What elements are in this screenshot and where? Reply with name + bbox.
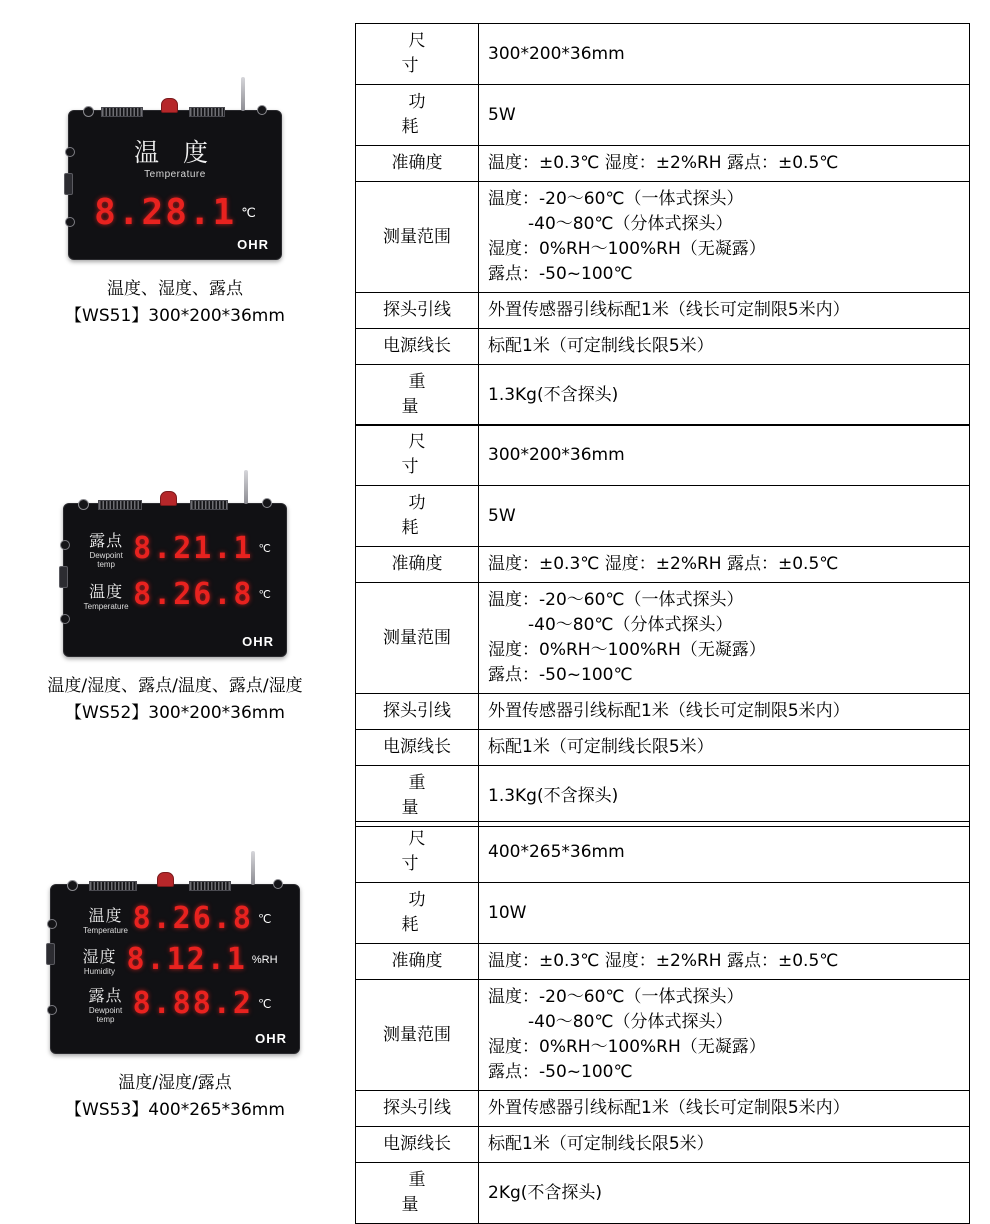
table-row xyxy=(356,182,970,293)
table-row xyxy=(356,425,970,486)
side-screw-icon xyxy=(60,614,70,624)
spec-value: 5W xyxy=(479,85,970,146)
caption-ws52 xyxy=(0,673,350,727)
table-row xyxy=(356,583,970,694)
side-connector-icon xyxy=(59,566,68,588)
side-connector-icon xyxy=(64,173,73,195)
spec-key: 准确度 xyxy=(356,944,479,980)
brand-logo: OHR xyxy=(255,1031,287,1046)
spec-value: 外置传感器引线标配1米（线长可定制限5米内） xyxy=(479,1091,970,1127)
readout-label-cn: 温度 xyxy=(89,581,124,601)
readout-row xyxy=(69,192,281,233)
spec-key: 探头引线 xyxy=(356,293,479,329)
caption-line-2: 【WS52】300*200*36mm xyxy=(65,703,285,723)
range-line: -40～80℃（分体式探头） xyxy=(528,214,733,234)
spec-value: 标配1米（可定制线长限5米） xyxy=(479,730,970,766)
spec-key: 探头引线 xyxy=(356,1091,479,1127)
table-row xyxy=(356,85,970,146)
range-line: 露点：-50~100℃ xyxy=(488,1062,633,1082)
table-row xyxy=(356,365,970,426)
spec-key: 尺 寸 xyxy=(356,822,479,883)
spec-key: 测量范围 xyxy=(356,182,479,293)
spec-key: 电源线长 xyxy=(356,329,479,365)
side-screw-icon xyxy=(65,217,75,227)
spec-key: 功 耗 xyxy=(356,85,479,146)
spec-key: 尺 寸 xyxy=(356,425,479,486)
readout-label-cn: 露点 xyxy=(88,986,123,1005)
table-row xyxy=(356,1091,970,1127)
spec-value: 5W xyxy=(479,486,970,547)
device-ws52 xyxy=(63,503,287,657)
caption-ws51 xyxy=(0,276,350,330)
side-screw-icon xyxy=(47,919,57,929)
spec-key: 尺 寸 xyxy=(356,24,479,85)
table-row xyxy=(356,944,970,980)
spec-key: 重 量 xyxy=(356,766,479,827)
readout-row xyxy=(51,901,299,936)
readout-label xyxy=(79,579,133,611)
probe-antenna-icon xyxy=(244,470,248,504)
caption-line-1: 温度/湿度、露点/温度、露点/湿度 xyxy=(47,676,303,696)
spec-value: 外置传感器引线标配1米（线长可定制限5米内） xyxy=(479,293,970,329)
table-row xyxy=(356,766,970,827)
readout-unit: ℃ xyxy=(258,543,271,555)
readout-value: 8.28.1 xyxy=(94,192,237,233)
vent-grille-icon xyxy=(98,500,142,510)
vent-grille-icon xyxy=(89,881,137,891)
table-row xyxy=(356,486,970,547)
readout-label xyxy=(79,528,133,569)
spec-key: 准确度 xyxy=(356,547,479,583)
readout-label-en: Dewpoint temp xyxy=(88,1006,123,1024)
device-title-cn: 温 度 xyxy=(134,138,216,167)
spec-key: 准确度 xyxy=(356,146,479,182)
mount-hole-icon xyxy=(273,879,283,889)
table-row xyxy=(356,1127,970,1163)
side-screw-icon xyxy=(60,540,70,550)
table-row xyxy=(356,547,970,583)
spec-table-ws53 xyxy=(355,821,970,1224)
device-ws51 xyxy=(68,110,282,260)
table-row xyxy=(356,694,970,730)
alarm-buzzer-icon xyxy=(160,491,177,506)
readout-unit: ℃ xyxy=(257,911,272,926)
readout-row xyxy=(51,942,299,977)
range-line: -40～80℃（分体式探头） xyxy=(528,1012,733,1032)
brand-logo: OHR xyxy=(237,237,269,252)
mount-hole-icon xyxy=(257,105,267,115)
spec-key: 电源线长 xyxy=(356,730,479,766)
probe-antenna-icon xyxy=(251,851,255,885)
table-row xyxy=(356,730,970,766)
readout-value: 8.26.8 xyxy=(132,901,253,936)
spec-key: 测量范围 xyxy=(356,583,479,694)
spec-key: 功 耗 xyxy=(356,883,479,944)
product-image-column-ws52 xyxy=(0,395,350,727)
spec-value: 1.3Kg(不含探头) xyxy=(479,766,970,827)
spec-key: 重 量 xyxy=(356,1163,479,1224)
spec-value: 标配1米（可定制线长限5米） xyxy=(479,1127,970,1163)
spec-value: 外置传感器引线标配1米（线长可定制限5米内） xyxy=(479,694,970,730)
table-row xyxy=(356,1163,970,1224)
spec-value: 温度：±0.3℃ 湿度：±2%RH 露点：±0.5℃ xyxy=(479,547,970,583)
range-line: 湿度：0%RH～100%RH（无凝露） xyxy=(488,239,766,259)
spec-value-range xyxy=(479,182,970,293)
mount-hole-icon xyxy=(78,499,89,510)
spec-value: 1.3Kg(不含探头) xyxy=(479,365,970,426)
spec-table-ws52 xyxy=(355,424,970,827)
spec-value-range xyxy=(479,980,970,1091)
readout-unit: ℃ xyxy=(241,204,256,220)
spec-value: 标配1米（可定制线长限5米） xyxy=(479,329,970,365)
mount-hole-icon xyxy=(262,498,272,508)
side-screw-icon xyxy=(47,1005,57,1015)
spec-key: 测量范围 xyxy=(356,980,479,1091)
readout-value: 8.88.2 xyxy=(132,986,253,1021)
readout-label-cn: 露点 xyxy=(89,531,124,550)
vent-grille-icon xyxy=(189,881,231,891)
spec-key: 功 耗 xyxy=(356,486,479,547)
range-line: 温度：-20～60℃（一体式探头） xyxy=(488,590,744,610)
probe-antenna-icon xyxy=(241,77,245,111)
readout-unit: ℃ xyxy=(258,589,271,601)
caption-line-2: 【WS51】300*200*36mm xyxy=(65,306,285,326)
table-row xyxy=(356,329,970,365)
readout-label-en: Temperature xyxy=(83,601,129,611)
vent-grille-icon xyxy=(189,107,225,117)
table-row xyxy=(356,293,970,329)
side-connector-icon xyxy=(46,943,55,965)
spec-value-range xyxy=(479,583,970,694)
table-row xyxy=(356,24,970,85)
table-row xyxy=(356,146,970,182)
table-row xyxy=(356,822,970,883)
device-ws53 xyxy=(50,884,300,1054)
spec-key: 电源线长 xyxy=(356,1127,479,1163)
readout-label-en: Temperature xyxy=(83,925,129,935)
table-row xyxy=(356,883,970,944)
spec-value: 300*200*36mm xyxy=(479,24,970,85)
readout-value: 8.12.1 xyxy=(126,942,247,977)
readout-label xyxy=(72,944,126,976)
spec-value: 300*200*36mm xyxy=(479,425,970,486)
vent-grille-icon xyxy=(101,107,143,117)
spec-value: 温度：±0.3℃ 湿度：±2%RH 露点：±0.5℃ xyxy=(479,146,970,182)
range-line: -40～80℃（分体式探头） xyxy=(528,615,733,635)
device-title-en: Temperature xyxy=(144,169,206,180)
brand-logo: OHR xyxy=(242,634,274,649)
range-line: 湿度：0%RH～100%RH（无凝露） xyxy=(488,640,766,660)
side-screw-icon xyxy=(65,147,75,157)
table-row xyxy=(356,980,970,1091)
spec-value: 10W xyxy=(479,883,970,944)
range-line: 温度：-20～60℃（一体式探头） xyxy=(488,189,744,209)
range-line: 温度：-20～60℃（一体式探头） xyxy=(488,987,744,1007)
readout-label-cn: 湿度 xyxy=(82,946,117,966)
product-image-column-ws53 xyxy=(0,790,350,1124)
mount-hole-icon xyxy=(67,880,78,891)
caption-line-1: 温度/湿度/露点 xyxy=(118,1073,232,1093)
readout-label xyxy=(79,983,133,1024)
mount-hole-icon xyxy=(83,106,94,117)
readout-unit: ℃ xyxy=(257,996,272,1011)
alarm-buzzer-icon xyxy=(161,98,178,113)
readout-value: 8.26.8 xyxy=(133,577,254,612)
caption-ws53 xyxy=(0,1070,350,1124)
alarm-buzzer-icon xyxy=(157,872,174,887)
readout-label-cn: 温度 xyxy=(88,905,123,925)
readout-label-en: Humidity xyxy=(83,966,116,976)
readout-row xyxy=(64,577,286,612)
range-line: 湿度：0%RH～100%RH（无凝露） xyxy=(488,1037,766,1057)
readout-row xyxy=(64,528,286,569)
spec-key: 重 量 xyxy=(356,365,479,426)
readout-row xyxy=(51,983,299,1024)
product-image-column-ws51 xyxy=(0,0,350,330)
spec-table-ws51 xyxy=(355,23,970,426)
readout-unit: %RH xyxy=(251,953,278,966)
spec-key: 探头引线 xyxy=(356,694,479,730)
readout-label xyxy=(79,903,133,935)
spec-value: 温度：±0.3℃ 湿度：±2%RH 露点：±0.5℃ xyxy=(479,944,970,980)
spec-value: 2Kg(不含探头) xyxy=(479,1163,970,1224)
vent-grille-icon xyxy=(190,500,228,510)
range-line: 露点：-50~100℃ xyxy=(488,264,633,284)
caption-line-1: 温度、湿度、露点 xyxy=(107,279,243,299)
spec-value: 400*265*36mm xyxy=(479,822,970,883)
readout-label-en: Dewpoint temp xyxy=(89,551,123,569)
readout-value: 8.21.1 xyxy=(133,531,254,566)
range-line: 露点：-50~100℃ xyxy=(488,665,633,685)
caption-line-2: 【WS53】400*265*36mm xyxy=(65,1100,285,1120)
